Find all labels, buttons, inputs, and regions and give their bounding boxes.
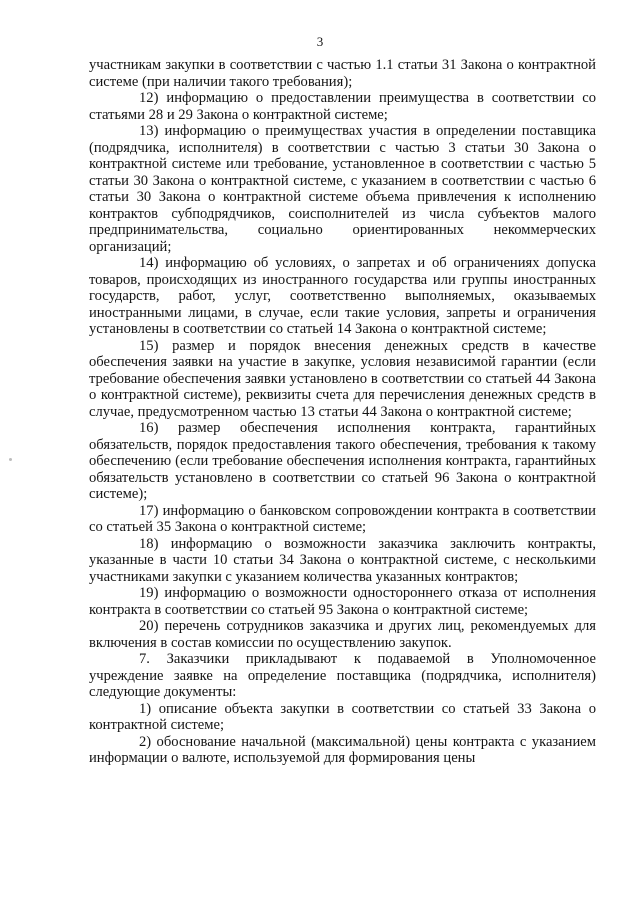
paragraph-item-14: 14) информацию об условиях, о запретах и об ограничениях допуска товаров, происходящих из иностранного государства или группы иностранных государств, работ, услуг, соответственно выполняемых, оказываемых иностранными лицами, в случае, если такие условия, запреты и ограничения установлены в соответствии со статьей 14 Закона о контрактной системе; — [89, 255, 596, 337]
paragraph-item-17: 17) информацию о банковском сопровождении контракта в соответствии со статьей 35 Закона о контрактной системе; — [89, 502, 596, 535]
paragraph-item-20: 20) перечень сотрудников заказчика и других лиц, рекомендуемых для включения в состав комиссии по осуществлению закупок. — [89, 618, 596, 651]
paragraph-doc-2: 2) обоснование начальной (максимальной) цены контракта с указанием информации о валюте, используемой для формирования цены — [89, 733, 596, 766]
paragraph-doc-1: 1) описание объекта закупки в соответствии со статьей 33 Закона о контрактной системе; — [89, 700, 596, 733]
paragraph-item-19: 19) информацию о возможности одностороннего отказа от исполнения контракта в соответствии со статьей 95 Закона о контрактной системе; — [89, 585, 596, 618]
paragraph-item-16: 16) размер обеспечения исполнения контракта, гарантийных обязательств, порядок предоставления такого обеспечения, требования к такому обеспечению (если требование обеспечения исполнения контракта, гарантийных обязательств установлено в соответствии со статьей 96 Закона о контрактной системе); — [89, 420, 596, 502]
paragraph-section-7: 7. Заказчики прикладывают к подаваемой в Уполномоченное учреждение заявке на определение поставщика (подрядчика, исполнителя) следующие документы: — [89, 651, 596, 700]
paragraph-item-18: 18) информацию о возможности заказчика заключить контракты, указанные в части 10 статьи 34 Закона о контрактной системе, с несколькими участниками закупки с указанием количества указанных контрактов; — [89, 535, 596, 585]
page-number: 3 — [316, 34, 324, 49]
scan-margin-mark — [9, 458, 12, 461]
paragraph-item-13: 13) информацию о преимуществах участия в определении поставщика (подрядчика, исполнителя) в соответствии с частью 3 статьи 30 Закона о контрактной системе или требование, установленное в соответствии с частью 5 статьи 30 Закона о контрактной системе, с указанием в соответствии с частью 6 статьи 30 Закона о контрактной системе объема привлечения к исполнению контрактов субподрядчиков, соисполнителей из числа субъектов малого предпринимательства, социально ориентированных некоммерческих организаций; — [89, 123, 596, 255]
paragraph-item-12: 12) информацию о предоставлении преимущества в соответствии со статьями 28 и 29 Закона о контрактной системе; — [89, 90, 596, 123]
paragraph-item-11-continuation: участникам закупки в соответствии с частью 1.1 статьи 31 Закона о контрактной системе (при наличии такого требования); — [89, 57, 596, 90]
paragraph-item-15: 15) размер и порядок внесения денежных средств в качестве обеспечения заявки на участие в закупке, условия независимой гарантии (если требование обеспечения заявки установлено в соответствии со статьей 44 Закона о контрактной системе), реквизиты счета для перечисления денежных средств в случае, предусмотренном частью 13 статьи 44 Закона о контрактной системе; — [89, 337, 596, 420]
document-body — [89, 57, 596, 767]
